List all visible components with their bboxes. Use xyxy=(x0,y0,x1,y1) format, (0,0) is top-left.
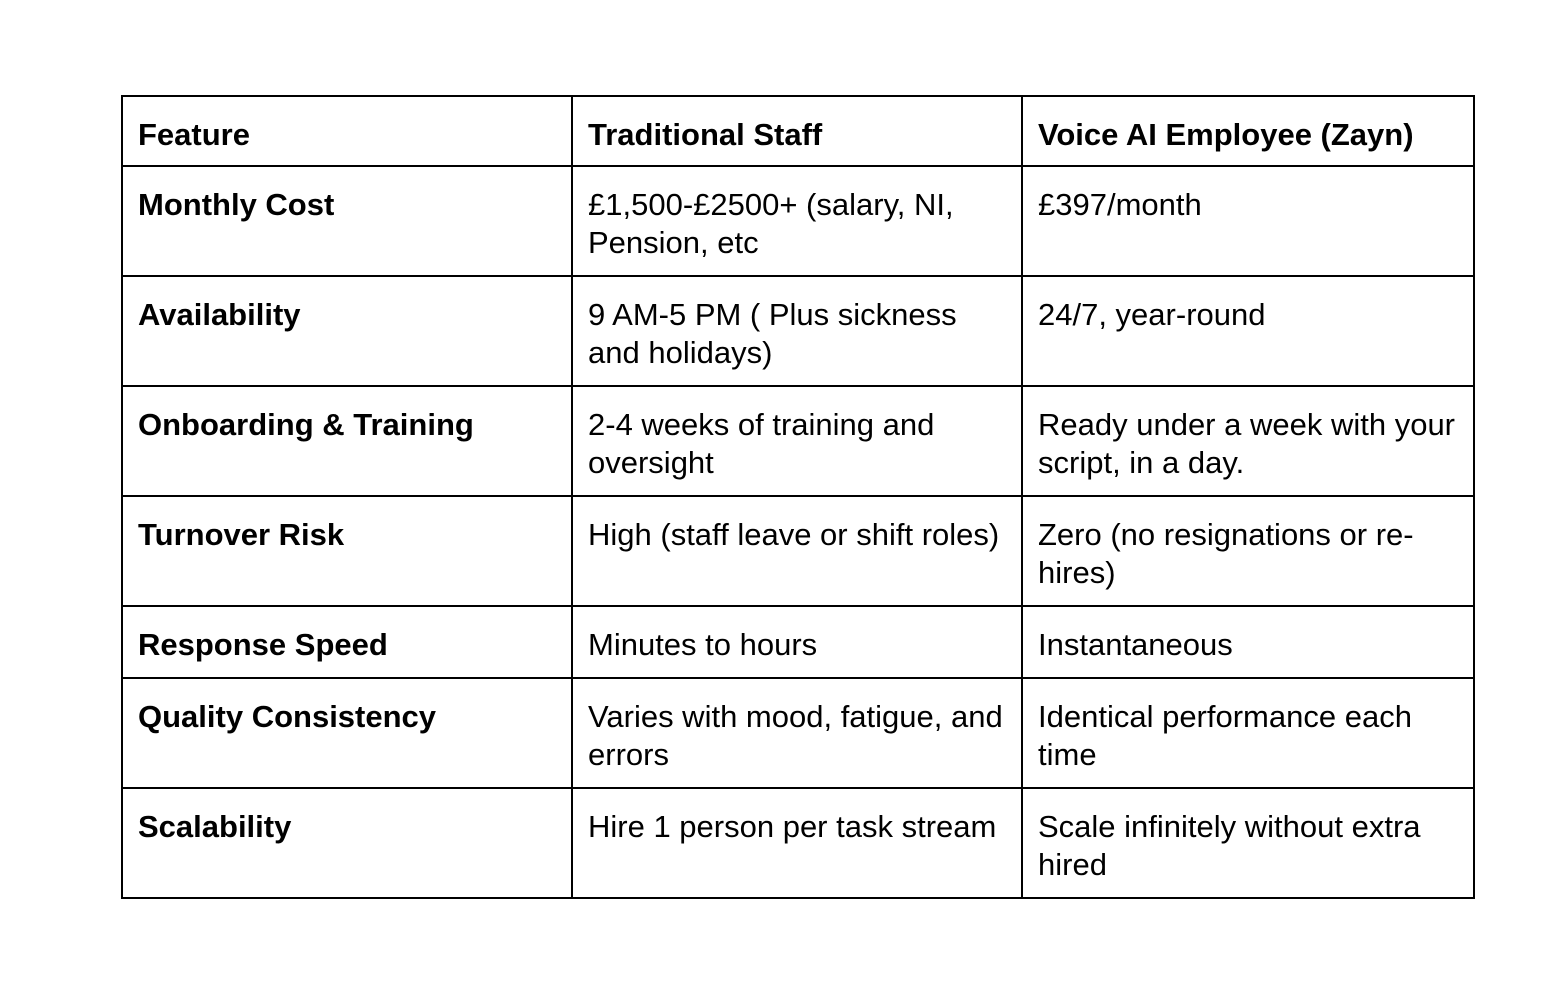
voice-ai-cell: Instantaneous xyxy=(1022,606,1474,678)
table-row xyxy=(122,166,1474,276)
table-row xyxy=(122,386,1474,496)
comparison-table xyxy=(121,95,1475,899)
voice-ai-cell: Zero (no resignations or re-hires) xyxy=(1022,496,1474,606)
header-voice-ai-employee: Voice AI Employee (Zayn) xyxy=(1022,96,1474,166)
table-row xyxy=(122,606,1474,678)
traditional-cell: 9 AM-5 PM ( Plus sickness and holidays) xyxy=(572,276,1022,386)
voice-ai-cell: £397/month xyxy=(1022,166,1474,276)
header-traditional-staff: Traditional Staff xyxy=(572,96,1022,166)
traditional-cell: Hire 1 person per task stream xyxy=(572,788,1022,898)
feature-cell: Monthly Cost xyxy=(122,166,572,276)
traditional-cell: Minutes to hours xyxy=(572,606,1022,678)
traditional-cell: High (staff leave or shift roles) xyxy=(572,496,1022,606)
table-row xyxy=(122,276,1474,386)
feature-cell: Onboarding & Training xyxy=(122,386,572,496)
voice-ai-cell: 24/7, year-round xyxy=(1022,276,1474,386)
feature-cell: Availability xyxy=(122,276,572,386)
traditional-cell: Varies with mood, fatigue, and errors xyxy=(572,678,1022,788)
voice-ai-cell: Ready under a week with your script, in a day. xyxy=(1022,386,1474,496)
traditional-cell: 2-4 weeks of training and oversight xyxy=(572,386,1022,496)
table-row xyxy=(122,496,1474,606)
header-feature: Feature xyxy=(122,96,572,166)
voice-ai-cell: Scale infinitely without extra hired xyxy=(1022,788,1474,898)
table-row xyxy=(122,678,1474,788)
table-header-row xyxy=(122,96,1474,166)
feature-cell: Response Speed xyxy=(122,606,572,678)
feature-cell: Scalability xyxy=(122,788,572,898)
feature-cell: Turnover Risk xyxy=(122,496,572,606)
feature-cell: Quality Consistency xyxy=(122,678,572,788)
voice-ai-cell: Identical performance each time xyxy=(1022,678,1474,788)
traditional-cell: £1,500-£2500+ (salary, NI, Pension, etc xyxy=(572,166,1022,276)
table-row xyxy=(122,788,1474,898)
